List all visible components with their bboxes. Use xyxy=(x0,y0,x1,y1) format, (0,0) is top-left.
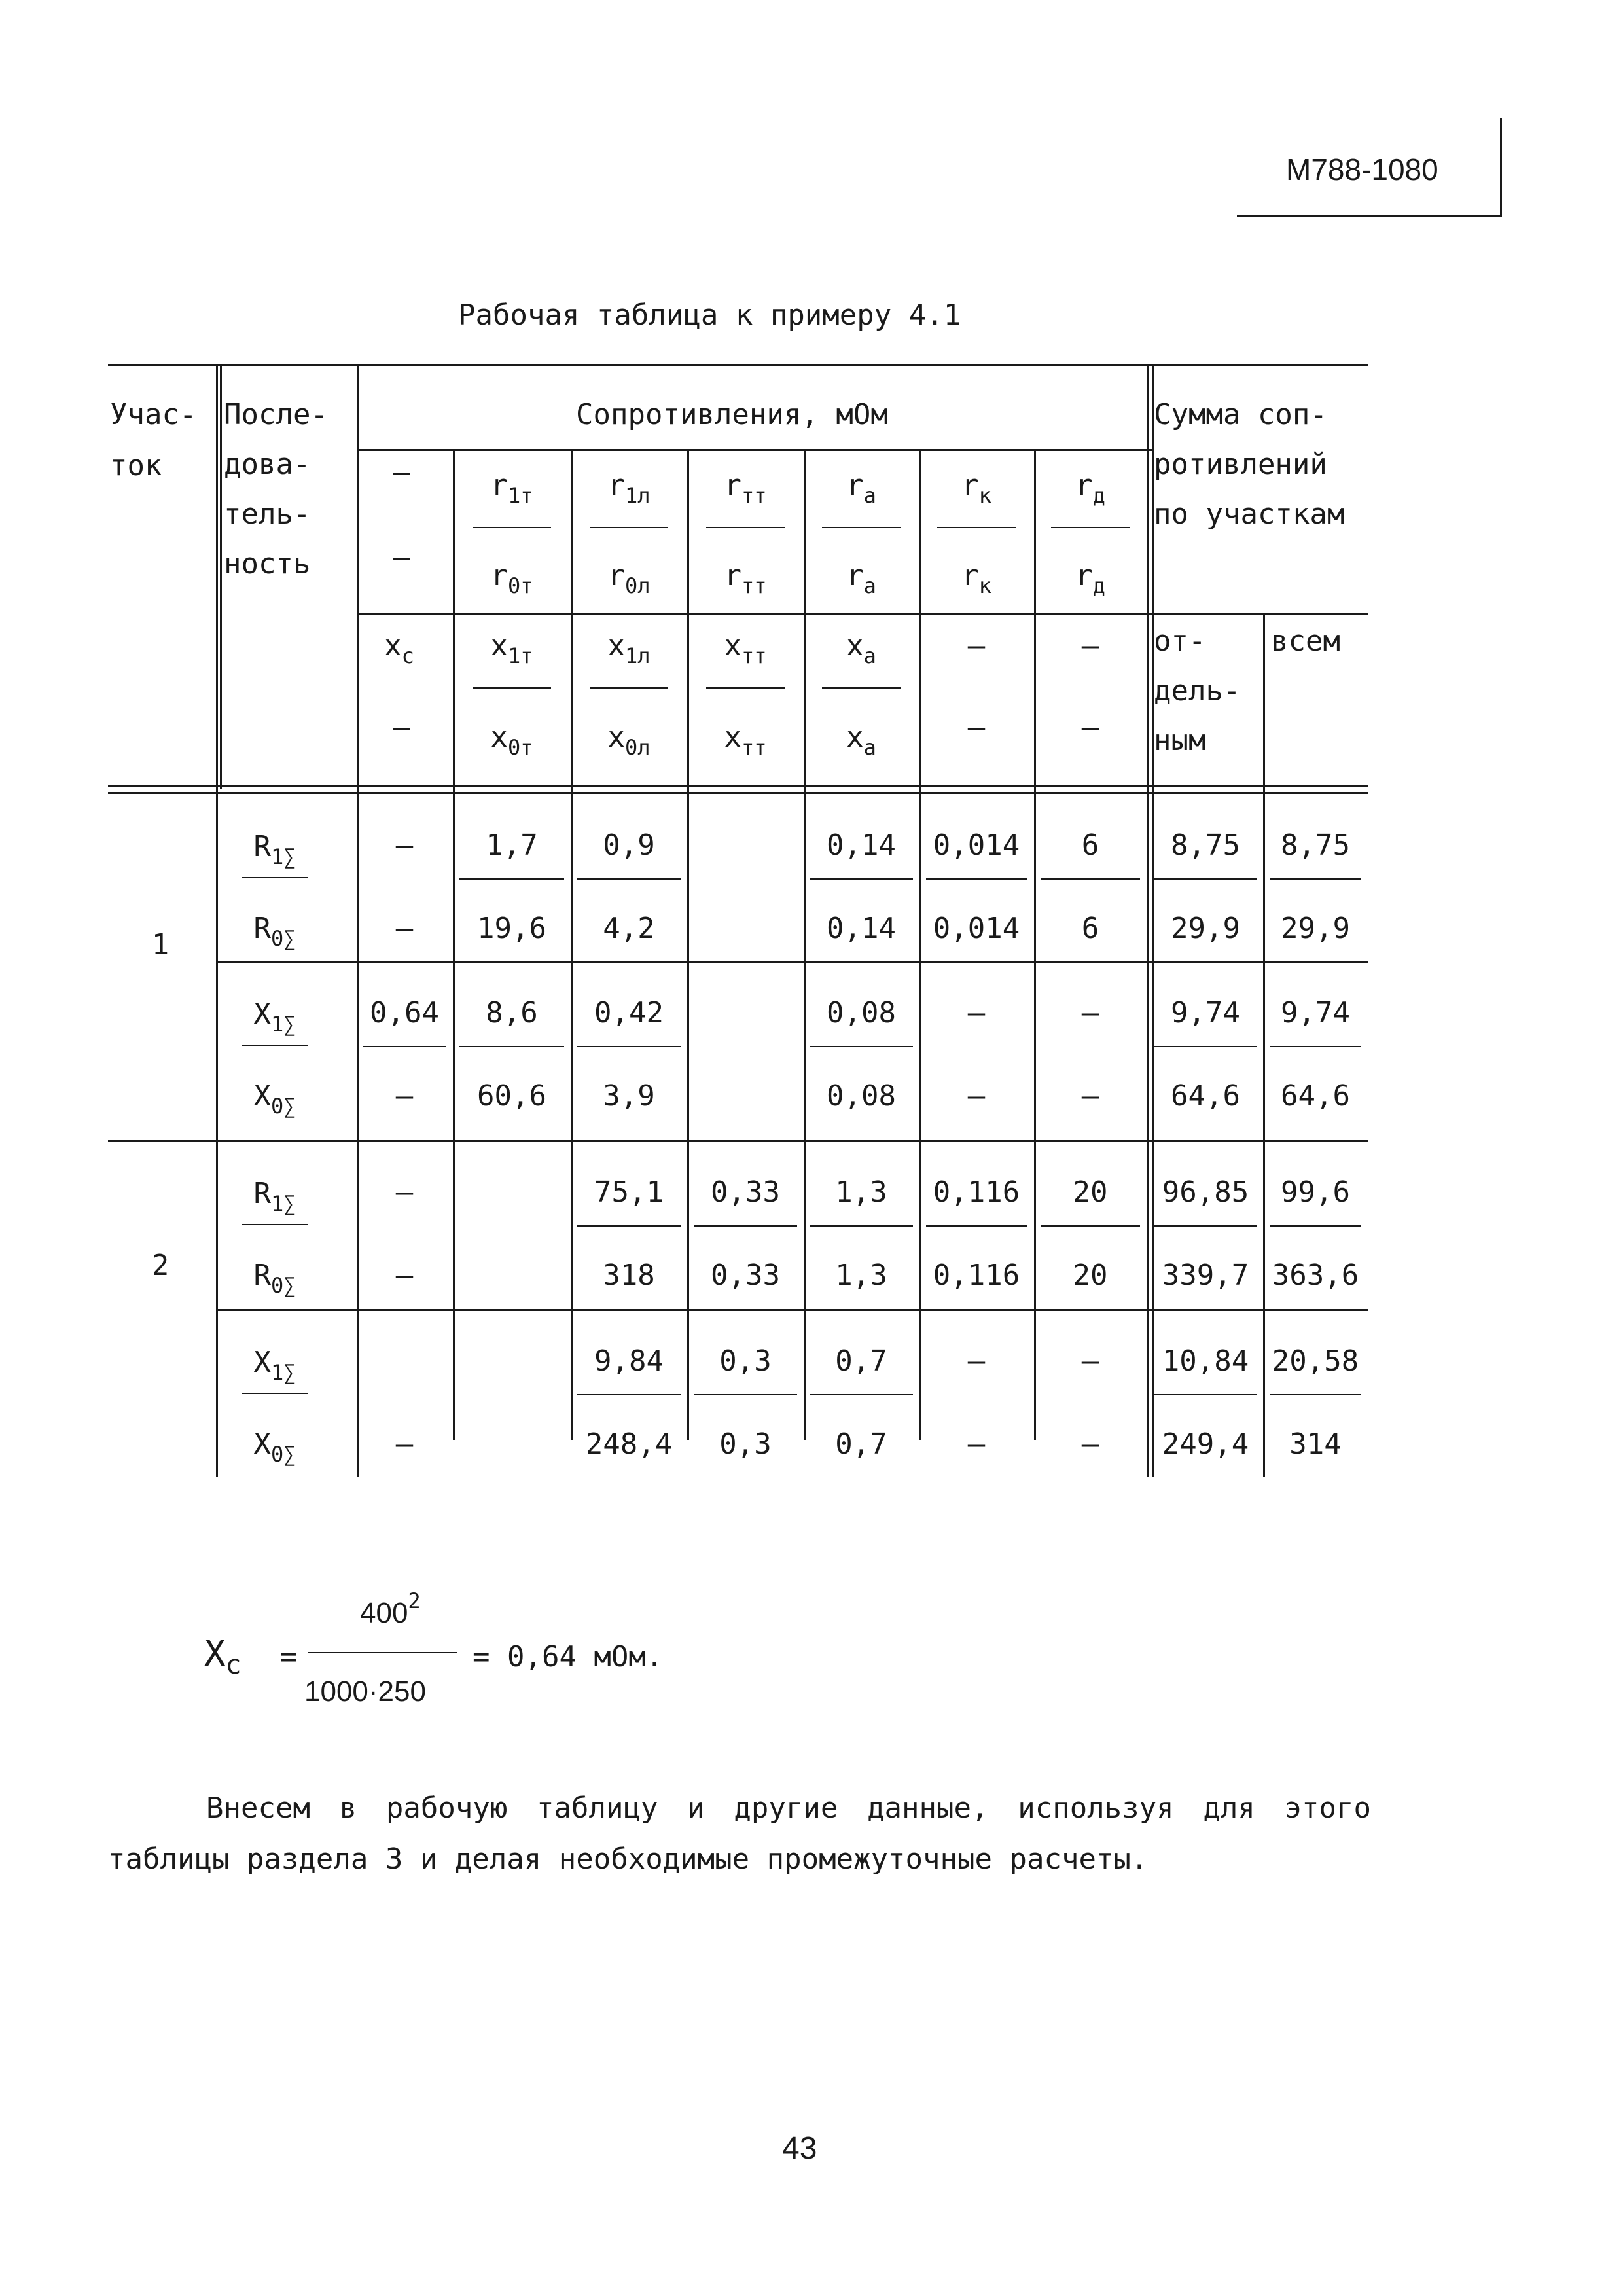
cell-value-top: 0,116 xyxy=(933,1175,1020,1209)
cell-value-top: 0,014 xyxy=(933,829,1020,862)
cell-value-bottom: 0,33 xyxy=(711,1259,780,1292)
header-r-bottom: $r_д$ xyxy=(1075,559,1105,598)
header-underline xyxy=(1237,215,1502,217)
cell-value-bottom: 29,9 xyxy=(1171,912,1240,945)
cell-value-bottom: 0,116 xyxy=(933,1259,1020,1292)
fraction-bar xyxy=(1153,1225,1257,1227)
section-rule xyxy=(108,1140,1368,1142)
cell-value-bottom: 0,7 xyxy=(835,1427,887,1461)
formula-rhs: = 0,64 мОм. xyxy=(473,1640,664,1674)
cell-value-bottom: 6 xyxy=(1081,912,1099,945)
header-bottom-rule xyxy=(108,785,1368,787)
row-label-bottom: $X_{0\sum}$ xyxy=(253,1427,296,1467)
cell-value-bottom: 339,7 xyxy=(1162,1259,1249,1292)
header-dash: – xyxy=(967,711,986,744)
fraction-bar xyxy=(810,1394,913,1395)
header-otdelnym: от- xyxy=(1154,624,1206,658)
cell-value-top: 6 xyxy=(1081,829,1099,862)
header-right-rule xyxy=(1500,118,1502,216)
fraction-bar xyxy=(590,687,668,689)
fraction-bar xyxy=(242,1393,308,1394)
header-subrule-2 xyxy=(357,613,1152,615)
row-label-bottom: $R_{0\sum}$ xyxy=(253,912,296,951)
header-xc: $x_с$ xyxy=(384,629,414,668)
fraction-bar xyxy=(577,878,681,880)
cell-value-bottom: 248,4 xyxy=(585,1427,673,1461)
cell-value-bottom: 4,2 xyxy=(603,912,655,945)
header-r-top: $r_{тт}$ xyxy=(724,469,767,508)
fraction-bar xyxy=(1153,878,1257,880)
header-subrule xyxy=(357,449,1152,451)
cell-value-top: 9,74 xyxy=(1171,996,1240,1030)
cell-value-top: 20,58 xyxy=(1272,1344,1359,1378)
cell-value-top: 9,74 xyxy=(1281,996,1350,1030)
fraction-bar xyxy=(822,687,901,689)
header-otdelnym: ным xyxy=(1154,724,1206,757)
header-summa: Сумма соп- xyxy=(1154,398,1327,431)
header-r-top: $r_а$ xyxy=(846,469,876,508)
header-posledovatelnost: дова- xyxy=(224,448,311,481)
fraction-bar xyxy=(694,1394,797,1395)
cell-value-top: 96,85 xyxy=(1162,1175,1249,1209)
row-rule xyxy=(216,1309,1368,1311)
header-summa: ротивлений xyxy=(1154,448,1327,481)
document-code: М788-1080 xyxy=(1286,152,1438,187)
fraction-bar xyxy=(822,527,901,528)
fraction-bar xyxy=(1051,527,1130,528)
fraction-bar xyxy=(694,1225,797,1227)
header-r-bottom: $r_{0л}$ xyxy=(607,559,651,598)
cell-value-top: 8,75 xyxy=(1171,829,1240,862)
header-r-bottom: $r_к$ xyxy=(961,559,991,598)
header-dash: – xyxy=(1081,711,1099,744)
cell-value-top: 8,6 xyxy=(486,996,538,1030)
header-posledovatelnost: тель- xyxy=(224,497,311,531)
header-posledovatelnost: После- xyxy=(224,398,328,431)
header-r-top: $r_д$ xyxy=(1075,469,1105,508)
cell-value-bottom: 0,08 xyxy=(827,1079,896,1113)
header-soprotivleniya: Сопротивления, мОм xyxy=(576,398,888,431)
row-label-bottom: $R_{0\sum}$ xyxy=(253,1259,296,1298)
cell-value-bottom: – xyxy=(1081,1079,1099,1113)
header-bottom-rule-2 xyxy=(108,792,1368,794)
col-rule xyxy=(453,449,455,1440)
header-dash: – xyxy=(393,541,410,574)
cell-value-bottom: 29,9 xyxy=(1281,912,1350,945)
row-label-top: $R_{1\sum}$ xyxy=(253,1177,296,1216)
cell-value-bottom: – xyxy=(395,1259,414,1292)
header-dash: – xyxy=(967,629,986,662)
table-title: Рабочая таблица к примеру 4.1 xyxy=(458,298,961,332)
cell-value-top: 8,75 xyxy=(1281,829,1350,862)
fraction-bar xyxy=(577,1394,681,1395)
fraction-bar xyxy=(363,1046,446,1047)
cell-value-top: 20 xyxy=(1073,1175,1108,1209)
row-label-top: $R_{1\sum}$ xyxy=(253,830,296,869)
row-rule xyxy=(216,961,1368,963)
fraction-bar xyxy=(1270,1225,1361,1227)
formula-eq: = xyxy=(280,1640,298,1674)
fraction-bar xyxy=(242,877,308,878)
cell-value-top: 0,14 xyxy=(827,829,896,862)
cell-value-bottom: 249,4 xyxy=(1162,1427,1249,1461)
fraction-bar xyxy=(577,1225,681,1227)
fraction-bar xyxy=(1270,1046,1361,1047)
cell-value-bottom: 19,6 xyxy=(477,912,546,945)
formula-numerator: $400^2$ xyxy=(360,1588,421,1629)
cell-value-top: 1,7 xyxy=(486,829,538,862)
cell-value-bottom: 1,3 xyxy=(835,1259,887,1292)
header-r-top: $r_к$ xyxy=(961,469,991,508)
header-posledovatelnost: ность xyxy=(224,547,311,581)
cell-value-bottom: 0,014 xyxy=(933,912,1020,945)
fraction-bar xyxy=(810,1046,913,1047)
row-label-bottom: $X_{0\sum}$ xyxy=(253,1079,296,1119)
fraction-bar xyxy=(242,1224,308,1225)
section-number: 2 xyxy=(151,1249,169,1282)
cell-value-bottom: – xyxy=(1081,1427,1099,1461)
body-paragraph: Внесем в рабочую таблицу и другие данные, используя для этого таблицы раздела 3 и делая необходимые промежуточные расчеты. xyxy=(108,1791,1371,1876)
header-x-bottom: $x_{0т}$ xyxy=(490,721,533,760)
cell-value-top: 0,3 xyxy=(719,1344,772,1378)
fraction-bar xyxy=(473,687,551,689)
header-dash: – xyxy=(393,456,410,489)
cell-value-bottom: – xyxy=(395,1427,414,1461)
cell-value-bottom: 318 xyxy=(603,1259,655,1292)
cell-value-top: 0,08 xyxy=(827,996,896,1030)
header-r-bottom: $r_{0т}$ xyxy=(490,559,533,598)
cell-value-top: 0,42 xyxy=(594,996,664,1030)
cell-value-top: – xyxy=(395,829,414,862)
header-r-top: $r_{1т}$ xyxy=(490,469,533,508)
header-dash: – xyxy=(393,711,410,744)
fraction-bar xyxy=(706,527,785,528)
cell-value-top: – xyxy=(395,1175,414,1209)
fraction-bar xyxy=(1153,1046,1257,1047)
fraction-bar xyxy=(459,878,564,880)
cell-value-bottom: – xyxy=(967,1079,986,1113)
col-rule xyxy=(919,449,921,1440)
header-r-bottom: $r_{тт}$ xyxy=(724,559,767,598)
fraction-bar xyxy=(577,1046,681,1047)
cell-value-top: 0,7 xyxy=(835,1344,887,1378)
col-rule xyxy=(687,449,689,1440)
cell-value-top: 75,1 xyxy=(594,1175,664,1209)
header-x-bottom: $x_{тт}$ xyxy=(724,721,767,760)
cell-value-top: 99,6 xyxy=(1281,1175,1350,1209)
cell-value-top: – xyxy=(1081,996,1099,1030)
cell-value-bottom: – xyxy=(395,912,414,945)
cell-value-top: 0,33 xyxy=(711,1175,780,1209)
fraction-bar xyxy=(242,1045,308,1046)
cell-value-top: 0,64 xyxy=(370,996,439,1030)
cell-value-top: – xyxy=(1081,1344,1099,1378)
section-number: 1 xyxy=(151,928,169,961)
cell-value-bottom: 363,6 xyxy=(1272,1259,1359,1292)
col-rule xyxy=(1263,613,1265,1477)
cell-value-top: 10,84 xyxy=(1162,1344,1249,1378)
fraction-bar xyxy=(1270,878,1361,880)
fraction-bar xyxy=(459,1046,564,1047)
cell-value-bottom: – xyxy=(967,1427,986,1461)
header-summa: по участкам xyxy=(1154,497,1345,531)
table-top-rule xyxy=(108,364,1368,366)
fraction-bar xyxy=(1041,1225,1140,1227)
header-x-top: $x_а$ xyxy=(846,629,876,668)
row-label-top: $X_{1\sum}$ xyxy=(253,997,296,1037)
cell-value-bottom: 0,14 xyxy=(827,912,896,945)
cell-value-bottom: 64,6 xyxy=(1171,1079,1240,1113)
header-uchastok: Учас- xyxy=(110,398,197,431)
fraction-bar xyxy=(590,527,668,528)
page-number: 43 xyxy=(782,2131,817,2166)
cell-value-bottom: – xyxy=(395,1079,414,1113)
cell-value-top: – xyxy=(967,1344,986,1378)
cell-value-bottom: 64,6 xyxy=(1281,1079,1350,1113)
fraction-bar xyxy=(1041,878,1140,880)
formula-fraction-bar xyxy=(308,1652,457,1653)
fraction-bar xyxy=(706,687,785,689)
header-r-top: $r_{1л}$ xyxy=(607,469,651,508)
fraction-bar xyxy=(810,878,913,880)
col-rule xyxy=(1034,449,1036,1440)
cell-value-bottom: 3,9 xyxy=(603,1079,655,1113)
formula-lhs: $X_с$ xyxy=(204,1633,241,1680)
header-x-top: $x_{1л}$ xyxy=(607,629,651,668)
header-x-top: $x_{1т}$ xyxy=(490,629,533,668)
header-uchastok: ток xyxy=(110,449,162,482)
cell-value-bottom: 0,3 xyxy=(719,1427,772,1461)
col-rule xyxy=(220,364,222,789)
fraction-bar xyxy=(926,878,1027,880)
summa-subrule xyxy=(1147,613,1368,615)
header-x-bottom: $x_а$ xyxy=(846,721,876,760)
header-x-top: $x_{тт}$ xyxy=(724,629,767,668)
cell-value-top: 1,3 xyxy=(835,1175,887,1209)
cell-value-bottom: 20 xyxy=(1073,1259,1108,1292)
col-rule xyxy=(571,449,573,1440)
cell-value-top: 9,84 xyxy=(594,1344,664,1378)
header-vsem: всем xyxy=(1271,624,1340,658)
fraction-bar xyxy=(810,1225,913,1227)
header-dash: – xyxy=(1081,629,1099,662)
header-otdelnym: дель- xyxy=(1154,674,1241,708)
header-x-bottom: $x_{0л}$ xyxy=(607,721,651,760)
cell-value-bottom: 60,6 xyxy=(477,1079,546,1113)
col-rule xyxy=(804,449,806,1440)
fraction-bar xyxy=(1153,1394,1257,1395)
fraction-bar xyxy=(937,527,1016,528)
row-label-top: $X_{1\sum}$ xyxy=(253,1346,296,1385)
cell-value-bottom: 314 xyxy=(1289,1427,1342,1461)
cell-value-top: 0,9 xyxy=(603,829,655,862)
header-r-bottom: $r_а$ xyxy=(846,559,876,598)
fraction-bar xyxy=(926,1225,1027,1227)
cell-value-top: – xyxy=(967,996,986,1030)
fraction-bar xyxy=(1270,1394,1361,1395)
fraction-bar xyxy=(473,527,551,528)
formula-denominator: 1000·250 xyxy=(304,1676,426,1708)
